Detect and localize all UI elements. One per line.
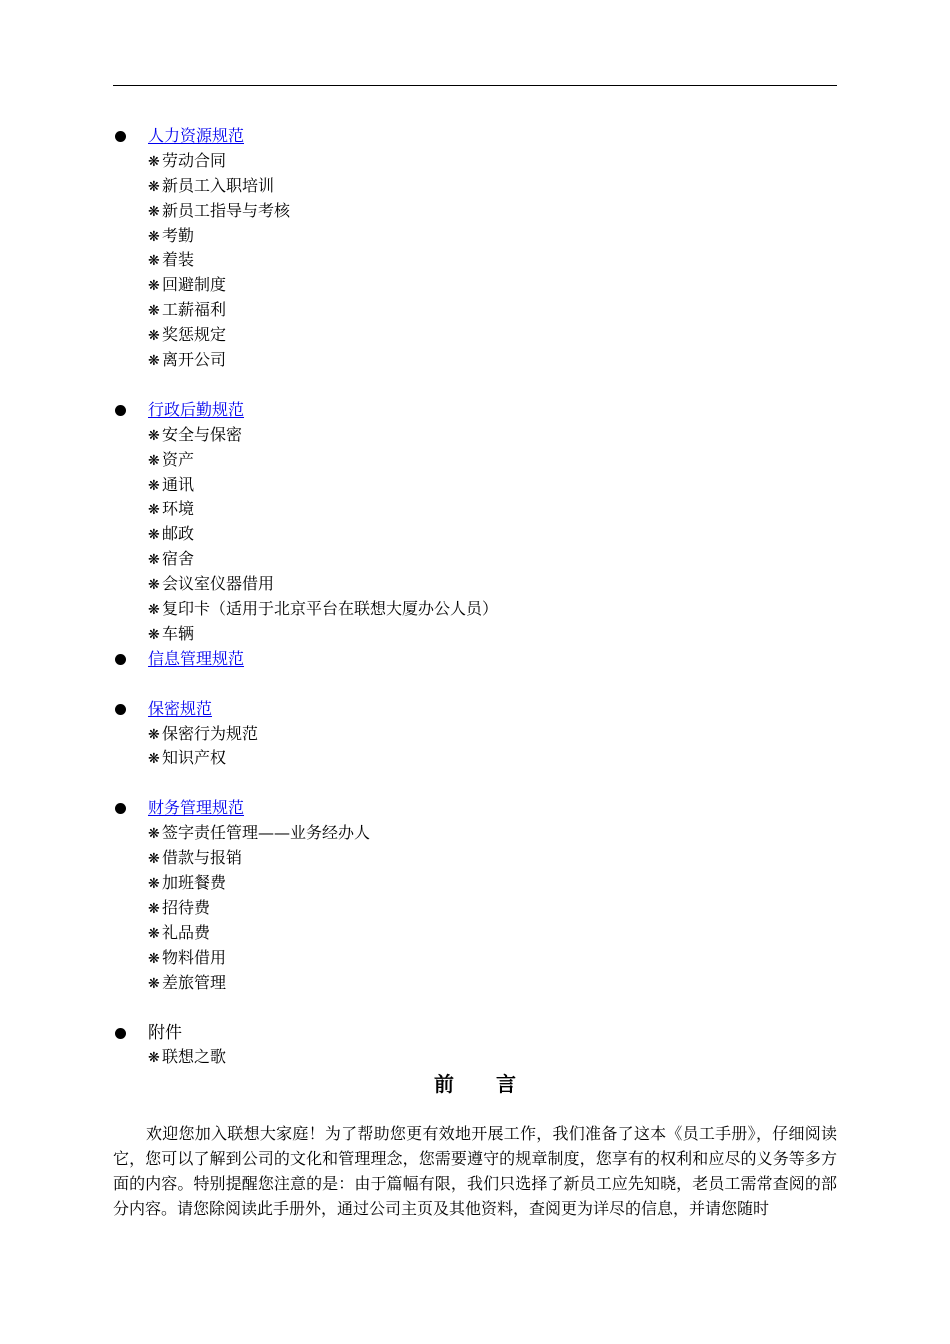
- asterisk-icon: ❋: [148, 303, 160, 320]
- toc-section: [113, 1021, 837, 1071]
- toc-item: [113, 473, 837, 498]
- toc-item-label: 借款与报销: [162, 848, 243, 868]
- toc-item: [113, 348, 837, 373]
- asterisk-icon: ❋: [148, 353, 160, 370]
- asterisk-icon: ❋: [148, 925, 160, 942]
- toc-item-label: 劳动合同: [162, 150, 227, 170]
- header-rule: [113, 85, 837, 86]
- toc-item-label: 保密行为规范: [162, 723, 259, 743]
- bullet-icon: [115, 654, 126, 665]
- asterisk-icon: ❋: [148, 900, 160, 917]
- preface-title: 前言: [434, 1072, 558, 1096]
- toc-item: [113, 547, 837, 572]
- asterisk-icon: ❋: [148, 452, 160, 469]
- toc-heading-row: [113, 124, 837, 149]
- asterisk-icon: ❋: [148, 502, 160, 519]
- toc-section: [113, 697, 837, 772]
- asterisk-icon: ❋: [148, 975, 160, 992]
- bullet-icon: [115, 704, 126, 715]
- toc-item-label: 资产: [162, 449, 195, 469]
- toc-heading-row: [113, 697, 837, 722]
- asterisk-icon: ❋: [148, 427, 160, 444]
- toc-item-label: 复印卡（适用于北京平台在联想大厦办公人员）: [162, 599, 499, 619]
- toc-heading-link[interactable]: 保密规范: [148, 698, 213, 718]
- asterisk-icon: ❋: [148, 726, 160, 743]
- toc-heading-row: [113, 647, 837, 672]
- toc-item: [113, 497, 837, 522]
- toc-item-label: 新员工指导与考核: [162, 200, 291, 220]
- toc-item-label: 宿舍: [162, 549, 195, 569]
- toc-item: [113, 572, 837, 597]
- bullet-icon: [115, 1028, 126, 1039]
- toc-item: [113, 871, 837, 896]
- toc-item: [113, 522, 837, 547]
- toc-item: [113, 896, 837, 921]
- asterisk-icon: ❋: [148, 203, 160, 220]
- toc-item-label: 签字责任管理——业务经办人: [162, 823, 371, 843]
- toc-heading: 附件: [148, 1022, 182, 1043]
- asterisk-icon: ❋: [148, 153, 160, 170]
- asterisk-icon: ❋: [148, 876, 160, 893]
- toc-heading-row: [113, 1021, 837, 1046]
- toc-item: [113, 746, 837, 771]
- toc-heading-link[interactable]: 财务管理规范: [148, 798, 245, 818]
- asterisk-icon: ❋: [148, 602, 160, 619]
- toc-item: [113, 946, 837, 971]
- asterisk-icon: ❋: [148, 950, 160, 967]
- toc-item: [113, 597, 837, 622]
- toc-item-label: 新员工入职培训: [162, 175, 275, 195]
- toc-item: [113, 921, 837, 946]
- asterisk-icon: ❋: [148, 826, 160, 843]
- toc-item-label: 环境: [162, 499, 195, 519]
- toc-item-label: 加班餐费: [162, 873, 227, 893]
- toc-section: [113, 398, 837, 672]
- bullet-icon: [115, 803, 126, 814]
- toc-heading-link[interactable]: 行政后勤规范: [148, 399, 245, 419]
- table-of-contents: [113, 124, 837, 1095]
- asterisk-icon: ❋: [148, 178, 160, 195]
- toc-item: [113, 273, 837, 298]
- toc-item: [113, 448, 837, 473]
- bullet-icon: [115, 131, 126, 142]
- toc-heading-link[interactable]: 人力资源规范: [148, 126, 245, 145]
- toc-item-label: 考勤: [162, 225, 195, 245]
- toc-item: [113, 971, 837, 996]
- toc-item-label: 通讯: [162, 474, 195, 494]
- toc-item: [113, 722, 837, 747]
- asterisk-icon: ❋: [148, 851, 160, 868]
- toc-item-label: 招待费: [162, 897, 211, 917]
- asterisk-icon: ❋: [148, 626, 160, 643]
- toc-heading-row: [113, 398, 837, 423]
- asterisk-icon: ❋: [148, 328, 160, 345]
- asterisk-icon: ❋: [148, 228, 160, 245]
- toc-item: [113, 248, 837, 273]
- toc-item: [113, 298, 837, 323]
- toc-item-label: 工薪福利: [162, 300, 227, 320]
- toc-item-label: 回避制度: [162, 275, 227, 295]
- toc-item-label: 奖惩规定: [162, 325, 227, 345]
- toc-item-label: 着装: [162, 250, 195, 270]
- toc-heading-row: [113, 796, 837, 821]
- toc-item: [113, 846, 837, 871]
- toc-item: [113, 622, 837, 647]
- toc-item-label: 车辆: [162, 623, 195, 643]
- toc-item: [113, 149, 837, 174]
- asterisk-icon: ❋: [148, 751, 160, 768]
- toc-item: [113, 174, 837, 199]
- toc-item-label: 礼品费: [162, 922, 211, 942]
- toc-item-label: 物料借用: [162, 947, 227, 967]
- bullet-icon: [115, 405, 126, 416]
- toc-item-label: 离开公司: [162, 350, 227, 370]
- asterisk-icon: ❋: [148, 477, 160, 494]
- asterisk-icon: ❋: [148, 253, 160, 270]
- asterisk-icon: ❋: [148, 552, 160, 569]
- toc-section: [113, 124, 837, 373]
- toc-item-label: 知识产权: [162, 748, 227, 768]
- toc-item: [113, 821, 837, 846]
- toc-item-label: 联想之歌: [162, 1047, 227, 1067]
- toc-item-label: 邮政: [162, 524, 195, 544]
- toc-item-label: 安全与保密: [162, 424, 243, 444]
- toc-item: [113, 199, 837, 224]
- toc-section: [113, 796, 837, 995]
- asterisk-icon: ❋: [148, 278, 160, 295]
- toc-item: [113, 224, 837, 249]
- toc-item: [113, 423, 837, 448]
- toc-item-label: 会议室仪器借用: [162, 574, 275, 594]
- asterisk-icon: ❋: [148, 577, 160, 594]
- asterisk-icon: ❋: [148, 1050, 160, 1067]
- asterisk-icon: ❋: [148, 527, 160, 544]
- toc-item-label: 差旅管理: [162, 972, 227, 992]
- toc-heading-link[interactable]: 信息管理规范: [148, 648, 245, 668]
- toc-item: [113, 323, 837, 348]
- toc-item: [113, 1045, 837, 1070]
- preface-body: 欢迎您加入联想大家庭！为了帮助您更有效地开展工作，我们准备了这本《员工手册》，仔细阅读它，您可以了解到公司的文化和管理理念，您需要遵守的规章制度，您享有的权利和应尽的义务等多方面的内容。特别提醒您注意的是：由于篇幅有限，我们只选择了新员工应先知晓，老员工需常查阅的部分内容。请您除阅读此手册外，通过公司主页及其他资料，查阅更为详尽的信息，并请您随时: [113, 1124, 837, 1218]
